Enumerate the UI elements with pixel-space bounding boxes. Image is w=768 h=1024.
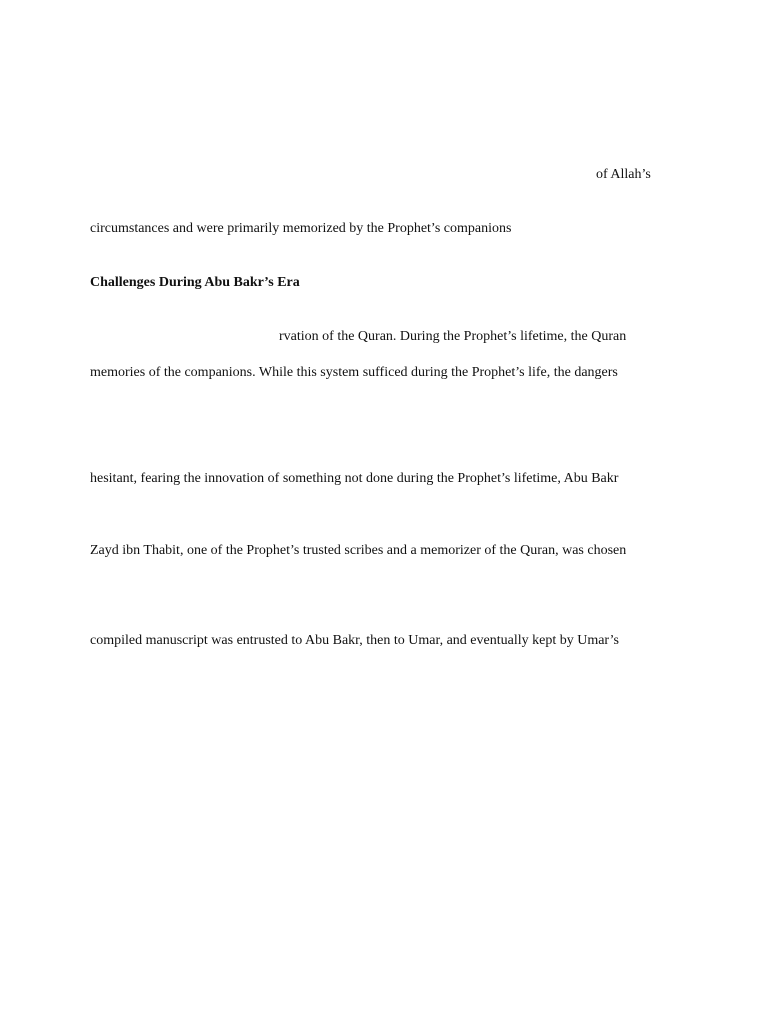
text-line: hesitant, fearing the innovation of something not done during the Prophet’s lifetime, Abu Bakr (90, 471, 619, 486)
text-line: of Allah’s (596, 167, 651, 182)
text-line: compiled manuscript was entrusted to Abu Bakr, then to Umar, and eventually kept by Umar’s (90, 633, 619, 648)
text-line: circumstances and were primarily memorized by the Prophet’s companions (90, 221, 512, 236)
section-heading: Challenges During Abu Bakr’s Era (90, 275, 300, 290)
text-line: Zayd ibn Thabit, one of the Prophet’s trusted scribes and a memorizer of the Quran, was chosen (90, 543, 627, 558)
text-line: memories of the companions. While this system sufficed during the Prophet’s life, the dangers (90, 365, 618, 380)
text-line: rvation of the Quran. During the Prophet’s lifetime, the Quran (279, 329, 627, 344)
